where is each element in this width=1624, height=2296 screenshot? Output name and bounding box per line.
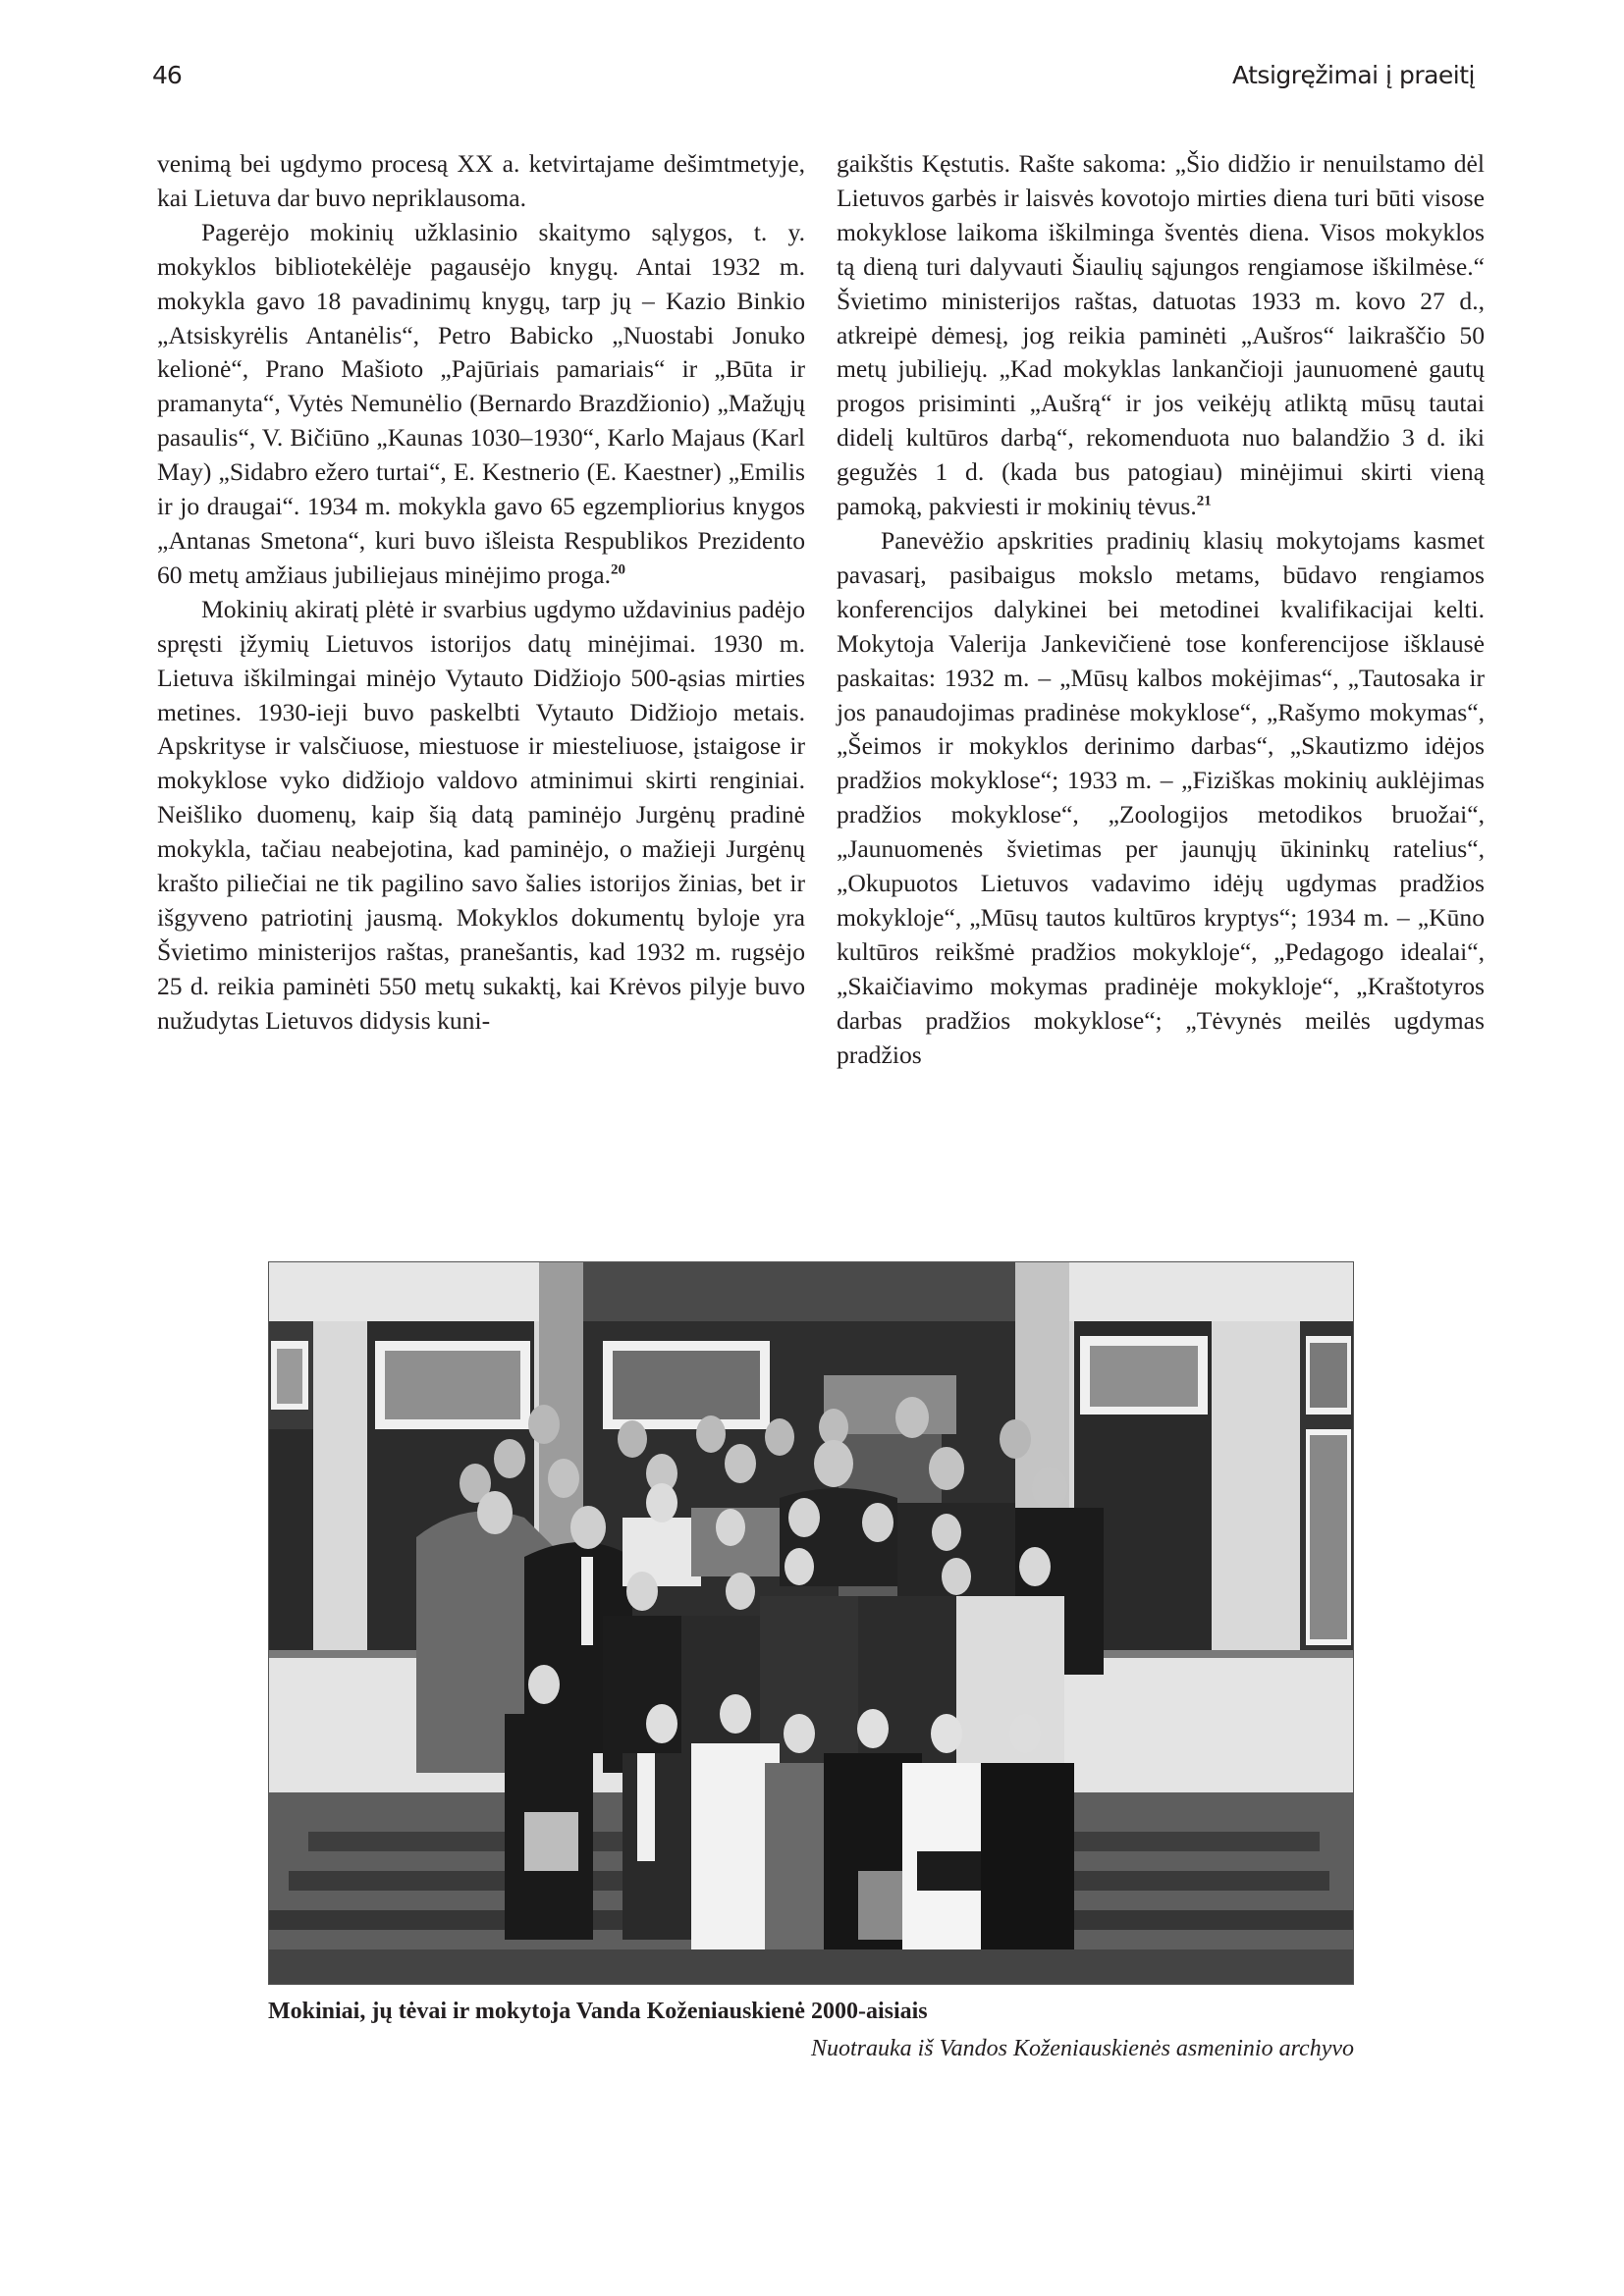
footnote-ref[interactable]: 21: [1196, 493, 1212, 509]
paragraph: [837, 524, 1485, 1073]
book-title: Atsigręžimai į praeitį: [1231, 61, 1475, 89]
paragraph-text: venimą bei ugdymo procesą XX a. ketvirtajame dešimtmetyje, kai Lietuva dar buvo nepriklausoma.: [157, 149, 805, 212]
photo-credit: Nuotrauka iš Vandos Koženiauskienės asmeninio archyvo: [810, 2036, 1354, 2061]
footnote-ref[interactable]: 20: [611, 561, 626, 578]
paragraph: [157, 147, 805, 216]
page-number: 46: [152, 61, 182, 89]
paragraph-text: Pagerėjo mokinių užklasinio skaitymo sąlygos, t. y. mokyklos bibliotekėlėje pagausėjo knygų. Antai 1932 m. mokykla gavo 18 pavadinimų knygų, tarp jų – Kazio Binkio „Atsiskyrėlis Antanėlis“, Petro Babicko „Nuostabi Jonuko kelionė“, Prano Mašioto „Pajūriais pamariais“ ir „Būta ir pramanyta“, Vytės Nemunėlio (Bernardo Brazdžionio) „Mažųjų pasaulis“, V. Bičiūno „Kaunas 1030–1930“, Karlo Majaus (Karl May) „Sidabro ežero turtai“, E. Kestnerio (E. Kaestner) „Emilis ir jo draugai“. 1934 m. mokykla gavo 65 egzempliorius knygos „Antanas Smetona“, kuri buvo išleista Respublikos Prezidento 60 metų amžiaus jubiliejaus minėjimo proga.: [157, 217, 805, 589]
paragraph: [157, 593, 805, 1039]
left-text-column: [157, 147, 805, 1039]
caption-title: Mokiniai, jų tėvai ir mokytoja Vanda Koženiauskienė 2000-aisiais: [268, 1999, 928, 2024]
paragraph-text: Mokinių akiratį plėtė ir svarbius ugdymo uždavinius padėjo spręsti įžymių Lietuvos istorijos datų minėjimai. 1930 m. Lietuva iškilmingai minėjo Vytauto Didžiojo 500-ąsias mirties metines. 1930-ieji buvo paskelbti Vytauto Didžiojo metais. Apskrityse ir valsčiuose, miestuose ir miesteliuose, įstaigose ir mokyklose vyko didžiojo valdovo atminimui skirti renginiai. Neišliko duomenų, kaip šią datą paminėjo Jurgėnų pradinė mokykla, tačiau neabejotina, kad paminėjo, o mažieji Jurgėnų krašto piliečiai ne tik pagilino savo šalies istorijos žinias, bet ir išgyveno patriotinį jausmą. Mokyklos dokumentų byloje yra Švietimo ministerijos raštas, pranešantis, kad 1932 m. rugsėjo 25 d. reikia paminėti 550 metų sukaktį, kai Krėvos pilyje buvo nužudytas Lietuvos didysis kuni-: [157, 594, 805, 1035]
photo-illustration: [269, 1262, 1354, 1985]
figure-caption: [268, 1995, 1354, 2065]
paragraph-text: gaikštis Kęstutis. Rašte sakoma: „Šio didžio ir nenuilstamo dėl Lietuvos garbės ir laisvės kovotojo mirties diena turi būti visose mokyklose laikoma iškilminga šventės diena. Visos mokyklos tą dieną turi dalyvauti Šiaulių sąjungos rengiamose iškilmėse.“ Švietimo ministerijos raštas, datuotas 1933 m. kovo 27 d., atkreipė dėmesį, jog reikia paminėti „Aušros“ laikraščio 50 metų jubiliejų. „Kad mokyklas lankančioji jaunuomenė gautų progos prisiminti „Aušrą“ ir jos veikėjų atliktą mūsų tautai didelį kultūros darbą“, rekomenduota nuo balandžio 3 d. iki gegužės 1 d. (kada bus patogiau) minėjimui skirti vieną pamoką, pakviesti ir mokinių tėvus.: [837, 149, 1485, 521]
group-photo: [268, 1261, 1354, 1985]
right-text-column: [837, 147, 1485, 1072]
paragraph-text: Panevėžio apskrities pradinių klasių mokytojams kasmet pavasarį, pasibaigus mokslo metams, būdavo rengiamos konferencijos dalykinei bei metodinei kvalifikacijai kelti. Mokytoja Valerija Jankevičienė tose konferencijose išklausė paskaitas: 1932 m. – „Mūsų kalbos mokėjimas“, „Tautosaka ir jos panaudojimas pradinėse mokyklose“, „Rašymo mokymas“, „Šeimos ir mokyklos derinimo darbas“, „Skautizmo idėjos pradžios mokyklose“; 1933 m. – „Fiziškas mokinių auklėjimas pradžios mokyklose“, „Zoologijos metodikos bruožai“, „Jaunuomenės švietimas per jaunųjų ūkininkų ratelius“, „Okupuotos Lietuvos vadavimo idėjų ugdymas pradžios mokykloje“, „Mūsų tautos kultūros kryptys“; 1934 m. – „Kūno kultūros reikšmė pradžios mokykloje“, „Pedagogo idealai“, „Skaičiavimo mokymas pradinėje mokykloje“, „Kraštotyros darbas pradžios mokyklose“; „Tėvynės meilės ugdymas pradžios: [837, 525, 1485, 1069]
paragraph: [837, 147, 1485, 524]
paragraph: [157, 216, 805, 593]
running-header: [152, 61, 1475, 100]
